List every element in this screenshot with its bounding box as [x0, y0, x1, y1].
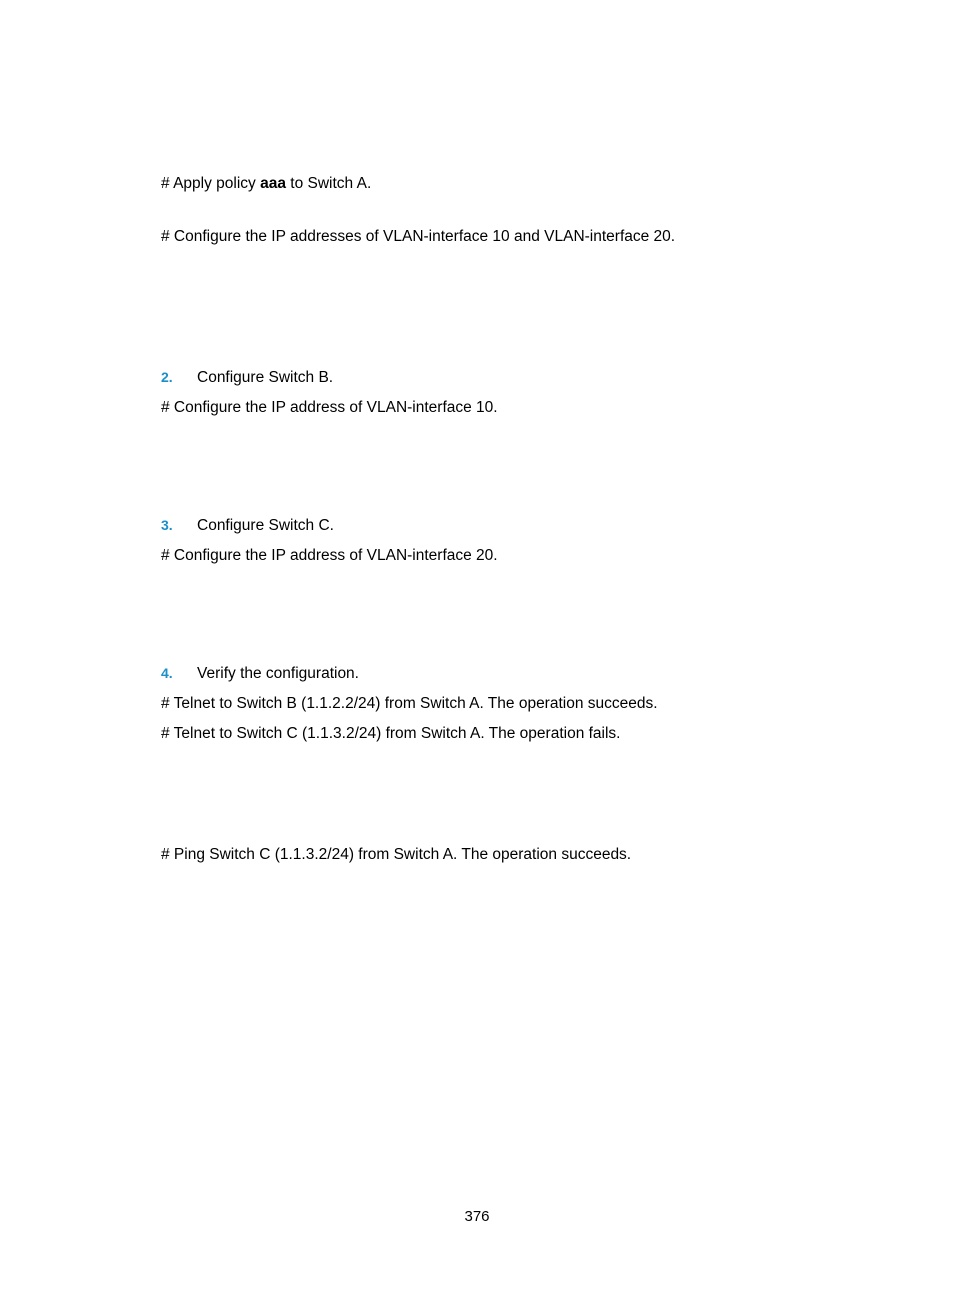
apply-policy-line [161, 174, 371, 194]
step-number: 4. [161, 665, 173, 681]
policy-keyword: aaa [260, 175, 286, 192]
configure-switch-c-ip-line: # Configure the IP address of VLAN-interface 20. [161, 547, 498, 564]
configure-switch-b-ip-line: # Configure the IP address of VLAN-interface 10. [161, 399, 498, 416]
telnet-switch-b-line: # Telnet to Switch B (1.1.2.2/24) from Switch A. The operation succeeds. [161, 695, 658, 712]
step-text: Configure Switch B. [197, 369, 334, 386]
apply-policy-prefix: # Apply policy [161, 175, 261, 192]
step-text: Verify the configuration. [197, 665, 359, 682]
telnet-switch-c-line: # Telnet to Switch C (1.1.3.2/24) from Switch A. The operation fails. [161, 725, 621, 742]
configure-switch-a-ip-line: # Configure the IP addresses of VLAN-interface 10 and VLAN-interface 20. [161, 228, 676, 245]
page-number: 376 [464, 1208, 490, 1225]
step-verify-configuration [161, 663, 359, 684]
step-number: 2. [161, 369, 173, 385]
ping-switch-c-line: # Ping Switch C (1.1.3.2/24) from Switch A. The operation succeeds. [161, 846, 632, 863]
step-configure-switch-c [161, 515, 334, 536]
step-configure-switch-b [161, 367, 333, 388]
apply-policy-suffix: to Switch A. [285, 175, 372, 192]
step-text: Configure Switch C. [197, 517, 334, 534]
step-number: 3. [161, 517, 173, 533]
